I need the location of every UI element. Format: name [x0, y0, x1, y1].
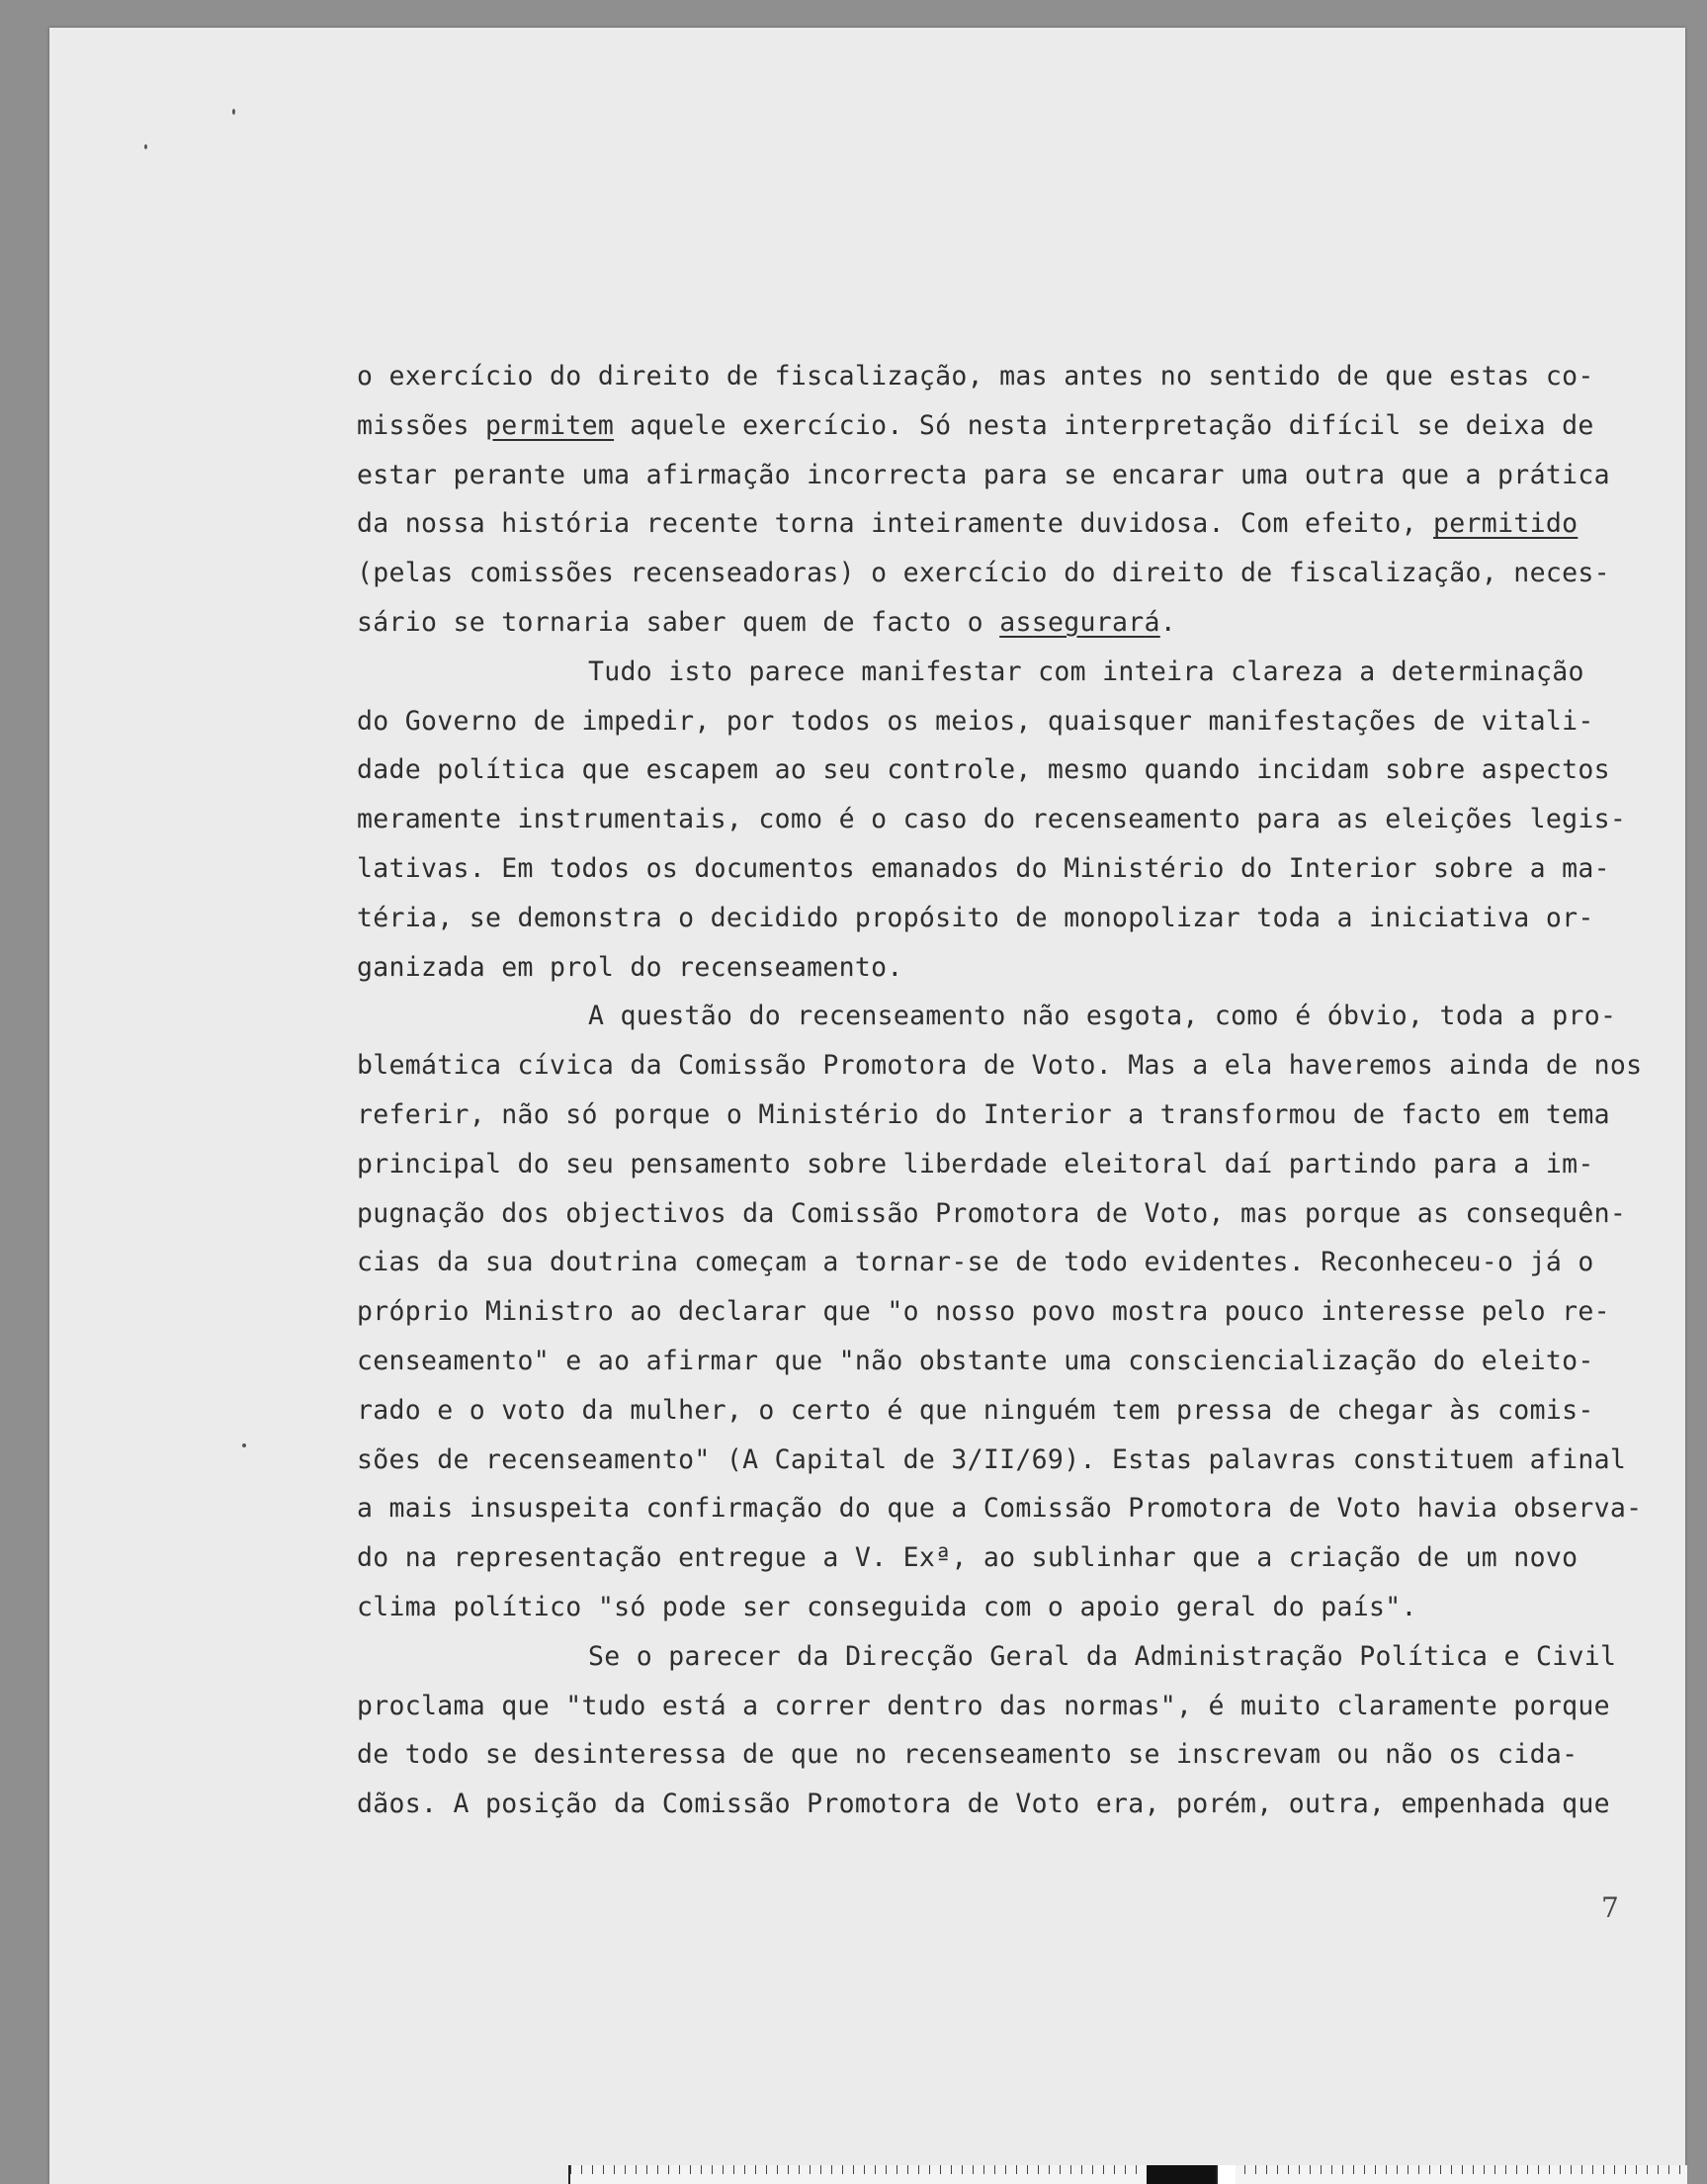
text-segment: sões de recenseamento" (A Capital de 3/II/69). Estas palavras constituem afinal: [357, 1443, 1627, 1475]
text-line: [357, 1041, 1701, 1091]
text-segment: lativas. Em todos os documentos emanados do Ministério do Interior sobre a ma-: [357, 852, 1610, 884]
text-line: [357, 1287, 1701, 1337]
text-line: [357, 745, 1701, 795]
text-segment: A questão do recenseamento não esgota, como é óbvio, toda a pro-: [588, 1001, 1617, 1032]
text-segment: pugnação dos objectivos da Comissão Promotora de Voto, mas porque as consequên-: [357, 1197, 1627, 1229]
text-segment: próprio Ministro ao declarar que "o nosso povo mostra pouco interesse pelo re-: [357, 1296, 1610, 1328]
text-line: [357, 451, 1701, 500]
scale-ruler-block: [1216, 2165, 1236, 2184]
underlined-text: permitem: [485, 409, 615, 441]
text-segment: referir, não só porque o Ministério do Interior a transformou de facto em tema: [357, 1098, 1610, 1130]
text-segment: missões: [357, 409, 486, 441]
document-page: [49, 28, 1685, 2184]
text-segment: censeamento" e ao afirmar que "não obstante uma consciencialização do eleito-: [357, 1345, 1594, 1376]
text-segment: Tudo isto parece manifestar com inteira clareza a determinação: [588, 655, 1584, 687]
text-line: [357, 1436, 1701, 1485]
text-line: [357, 1189, 1701, 1239]
text-line: [357, 844, 1701, 894]
text-line: [357, 894, 1701, 943]
text-line: [357, 1533, 1701, 1583]
text-segment: estar perante uma afirmação incorrecta para se encarar uma outra que a prática: [357, 459, 1610, 490]
paper-speck: [144, 144, 147, 149]
text-segment: de todo se desinteressa de que no recenseamento se inscrevam ou não os cida-: [357, 1739, 1579, 1771]
text-line: [357, 598, 1701, 648]
text-segment: da nossa história recente torna inteiramente duvidosa. Com efeito,: [357, 508, 1434, 540]
text-line: [357, 401, 1701, 451]
text-segment: dãos. A posição da Comissão Promotora de Voto era, porém, outra, empenhada que: [357, 1789, 1610, 1820]
scale-ruler: [568, 2165, 1687, 2184]
text-line: [357, 352, 1701, 401]
text-line: [357, 499, 1701, 549]
text-segment: clima político "só pode ser conseguida com o apoio geral do país".: [357, 1591, 1417, 1622]
text-segment: meramente instrumentais, como é o caso do recenseamento para as eleições legis-: [357, 804, 1627, 835]
text-segment: dade política que escapem ao seu controle, mesmo quando incidam sobre aspectos: [357, 754, 1610, 786]
underlined-text: assegurará: [999, 606, 1160, 638]
text-segment: rado e o voto da mulher, o certo é que ninguém tem pressa de chegar às comis-: [357, 1394, 1594, 1426]
paper-speck: [242, 1443, 246, 1447]
scale-ruler-block: [1147, 2165, 1216, 2184]
text-line: [357, 992, 1701, 1041]
text-segment: proclama que "tudo está a correr dentro das normas", é muito claramente porque: [357, 1690, 1610, 1721]
text-line: [357, 795, 1701, 844]
text-segment: o exercício do direito de fiscalização, mas antes no sentido de que estas co-: [357, 361, 1594, 392]
text-line: [357, 1484, 1701, 1533]
text-line: [357, 1632, 1701, 1682]
text-line: [357, 1337, 1701, 1386]
document-body: [357, 352, 1701, 1829]
text-line: [357, 1238, 1701, 1287]
underlined-text: permitido: [1433, 508, 1579, 540]
text-line: [357, 943, 1701, 993]
text-line: [357, 1140, 1701, 1189]
text-segment: cias da sua doutrina começam a tornar-se de todo evidentes. Reconheceu-o já o: [357, 1247, 1594, 1278]
text-segment: do Governo de impedir, por todos os meios, quaisquer manifestações de vitali-: [357, 705, 1594, 737]
text-line: [357, 697, 1701, 746]
text-segment: blemática cívica da Comissão Promotora de Voto. Mas a ela haveremos ainda de nos: [357, 1050, 1643, 1082]
text-segment: aquele exercício. Só nesta interpretação difícil se deixa de: [614, 409, 1594, 441]
text-line: [357, 549, 1701, 598]
text-segment: a mais insuspeita confirmação do que a Comissão Promotora de Voto havia observa-: [357, 1493, 1643, 1525]
text-segment: sário se tornaria saber quem de facto o: [357, 606, 1000, 638]
text-segment: téria, se demonstra o decidido propósito de monopolizar toda a iniciativa or-: [357, 902, 1594, 933]
text-segment: ganizada em prol do recenseamento.: [357, 951, 903, 983]
handwritten-page-mark: 7: [1601, 1891, 1619, 1924]
text-line: [357, 648, 1701, 697]
text-line: [357, 1682, 1701, 1731]
text-line: [357, 1583, 1701, 1632]
text-line: [357, 1386, 1701, 1436]
text-segment: principal do seu pensamento sobre liberdade eleitoral daí partindo para a im-: [357, 1148, 1594, 1179]
paper-speck: [232, 109, 235, 115]
text-line: [357, 1091, 1701, 1140]
text-line: [357, 1780, 1701, 1829]
text-segment: do na representação entregue a V. Exª, ao sublinhar que a criação de um novo: [357, 1542, 1579, 1574]
text-segment: .: [1159, 606, 1176, 638]
text-line: [357, 1730, 1701, 1780]
text-segment: (pelas comissões recenseadoras) o exercício do direito de fiscalização, neces-: [357, 558, 1610, 589]
text-segment: Se o parecer da Direcção Geral da Administração Política e Civil: [588, 1640, 1617, 1672]
